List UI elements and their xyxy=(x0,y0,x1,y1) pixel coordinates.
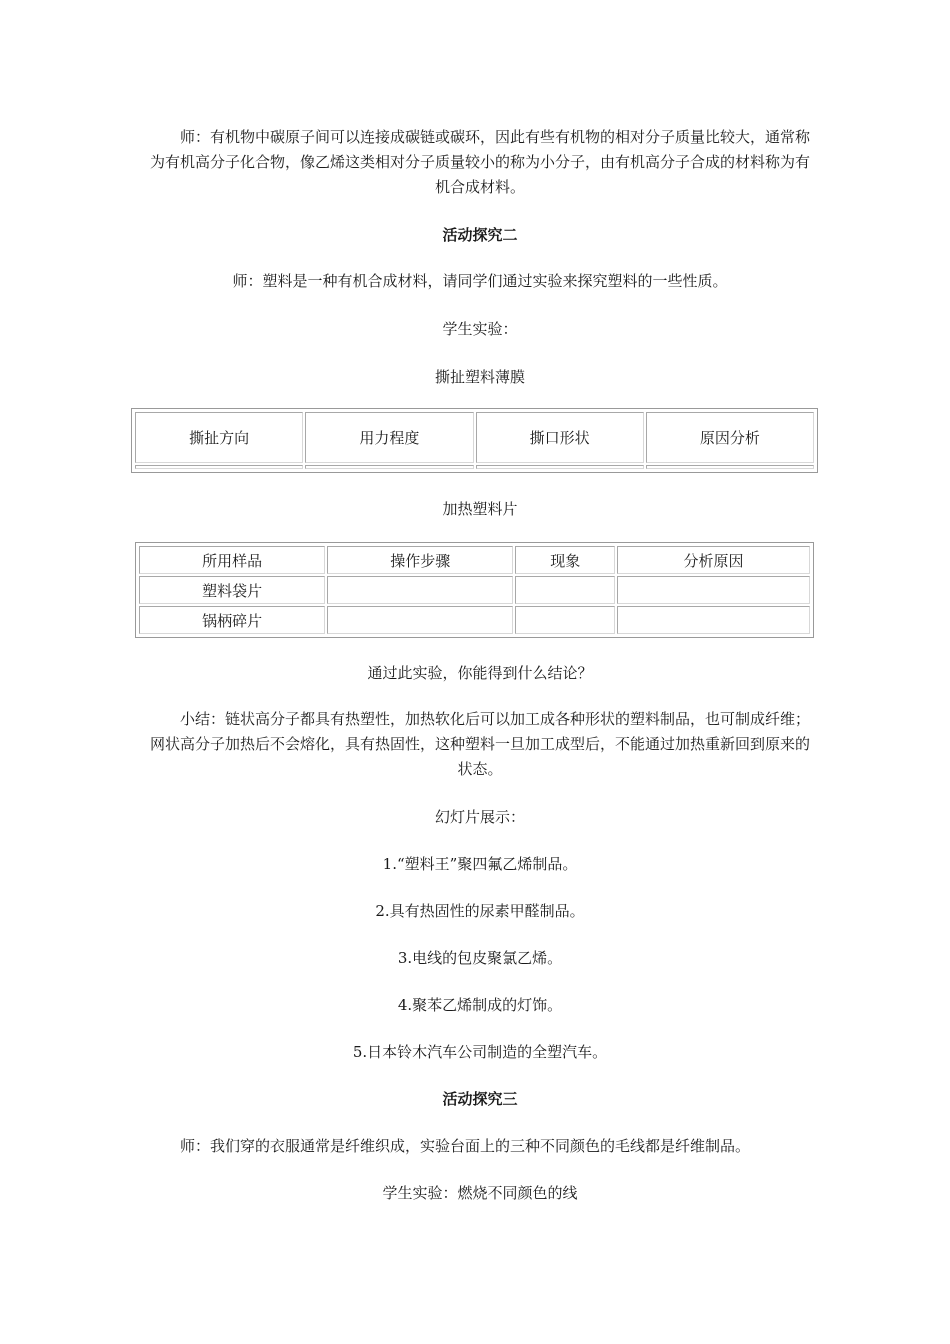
table-header-cell: 用力程度 xyxy=(305,412,473,463)
table-cell: 锅柄碎片 xyxy=(139,606,325,634)
table-header-row xyxy=(139,546,810,574)
table-header-row xyxy=(135,412,814,463)
table-cell xyxy=(646,465,814,469)
table-cell: 塑料袋片 xyxy=(139,576,325,604)
table-row xyxy=(139,606,810,634)
table-header-cell: 操作步骤 xyxy=(327,546,513,574)
table-cell xyxy=(476,465,644,469)
table-cell xyxy=(327,576,513,604)
label-slide-show: 幻灯片展示： xyxy=(434,808,525,826)
table-cell xyxy=(515,576,615,604)
paragraph-teacher-intro: 师：有机物中碳原子间可以连接成碳链或碳环，因此有些有机物的相对分子质量比较大，通常称为有机高分子化合物，像乙烯这类相对分子质量较小的称为小分子，由有机高分子合成的材料称为有机合成材料。 xyxy=(150,128,811,196)
slide-item: 2.具有热固性的尿素甲醛制品。 xyxy=(375,902,585,920)
table-heat-plastic xyxy=(135,542,814,638)
heading-activity-2: 活动探究二 xyxy=(442,226,518,244)
slide-item: 1.“塑料王”聚四氟乙烯制品。 xyxy=(382,855,578,873)
table-header-cell: 撕扯方向 xyxy=(135,412,303,463)
heading-activity-3: 活动探究三 xyxy=(442,1090,518,1108)
question-conclusion: 通过此实验，你能得到什么结论？ xyxy=(367,664,593,682)
table-header-cell: 所用样品 xyxy=(139,546,325,574)
label-student-experiment: 学生实验： xyxy=(442,320,518,338)
table-cell xyxy=(617,606,810,634)
paragraph-summary: 小结：链状高分子都具有热塑性，加热软化后可以加工成各种形状的塑料制品，也可制成纤维；网状高分子加热后不会熔化，具有热固性，这种塑料一旦加工成型后，不能通过加热重新回到原来的状态。 xyxy=(150,710,811,778)
table-cell xyxy=(515,606,615,634)
table-cell xyxy=(617,576,810,604)
table-row xyxy=(135,465,814,469)
slide-item: 3.电线的包皮聚氯乙烯。 xyxy=(397,949,563,967)
slide-item: 4.聚苯乙烯制成的灯饰。 xyxy=(397,996,563,1014)
title-tear-plastic-film: 撕扯塑料薄膜 xyxy=(434,368,525,386)
slide-item: 5.日本铃木汽车公司制造的全塑汽车。 xyxy=(352,1043,608,1061)
title-heat-plastic: 加热塑料片 xyxy=(442,500,518,518)
table-tear-plastic xyxy=(131,408,818,473)
label-student-experiment-burn: 学生实验：燃烧不同颜色的线 xyxy=(382,1184,578,1202)
table-cell xyxy=(305,465,473,469)
paragraph-teacher-fiber: 师：我们穿的衣服通常是纤维织成，实验台面上的三种不同颜色的毛线都是纤维制品。 xyxy=(180,1137,751,1155)
table-cell xyxy=(327,606,513,634)
table-header-cell: 撕口形状 xyxy=(476,412,644,463)
table-cell xyxy=(135,465,303,469)
table-row xyxy=(139,576,810,604)
table-header-cell: 现象 xyxy=(515,546,615,574)
table-header-cell: 原因分析 xyxy=(646,412,814,463)
table-header-cell: 分析原因 xyxy=(617,546,810,574)
paragraph-teacher-plastic: 师：塑料是一种有机合成材料，请同学们通过实验来探究塑料的一些性质。 xyxy=(232,272,728,290)
